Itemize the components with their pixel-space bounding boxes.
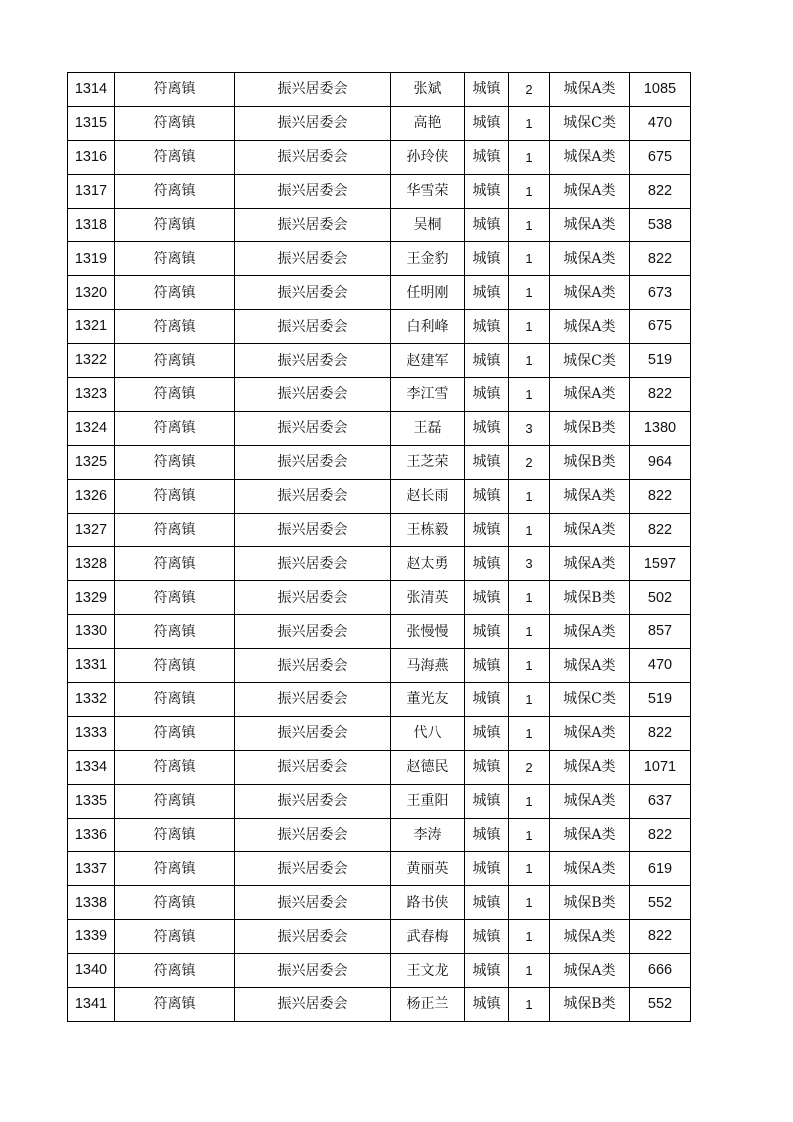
- table-row: [68, 784, 691, 818]
- amount-cell: 1071: [630, 750, 691, 784]
- serial-number-cell: 1330: [68, 615, 115, 649]
- household-count-cell: 3: [509, 411, 550, 445]
- town-cell: 符离镇: [115, 954, 235, 988]
- name-cell: 武春梅: [391, 920, 465, 954]
- amount-cell: 552: [630, 988, 691, 1022]
- name-cell: 孙玲侠: [391, 140, 465, 174]
- name-cell: 王重阳: [391, 784, 465, 818]
- committee-cell: 振兴居委会: [235, 818, 391, 852]
- category-cell: 城保A类: [550, 174, 630, 208]
- area-type-cell: 城镇: [465, 547, 509, 581]
- amount-cell: 552: [630, 886, 691, 920]
- table-row: [68, 954, 691, 988]
- committee-cell: 振兴居委会: [235, 547, 391, 581]
- household-count-cell: 1: [509, 683, 550, 717]
- area-type-cell: 城镇: [465, 954, 509, 988]
- category-cell: 城保A类: [550, 242, 630, 276]
- table-row: [68, 344, 691, 378]
- serial-number-cell: 1336: [68, 818, 115, 852]
- town-cell: 符离镇: [115, 208, 235, 242]
- area-type-cell: 城镇: [465, 750, 509, 784]
- category-cell: 城保A类: [550, 310, 630, 344]
- name-cell: 任明刚: [391, 276, 465, 310]
- committee-cell: 振兴居委会: [235, 242, 391, 276]
- amount-cell: 519: [630, 344, 691, 378]
- table-row: [68, 242, 691, 276]
- table-row: [68, 615, 691, 649]
- amount-cell: 538: [630, 208, 691, 242]
- category-cell: 城保C类: [550, 344, 630, 378]
- area-type-cell: 城镇: [465, 683, 509, 717]
- serial-number-cell: 1319: [68, 242, 115, 276]
- amount-cell: 675: [630, 310, 691, 344]
- name-cell: 王栋毅: [391, 513, 465, 547]
- committee-cell: 振兴居委会: [235, 683, 391, 717]
- town-cell: 符离镇: [115, 852, 235, 886]
- category-cell: 城保A类: [550, 140, 630, 174]
- serial-number-cell: 1314: [68, 73, 115, 107]
- town-cell: 符离镇: [115, 615, 235, 649]
- category-cell: 城保A类: [550, 750, 630, 784]
- household-count-cell: 2: [509, 750, 550, 784]
- town-cell: 符离镇: [115, 344, 235, 378]
- table-row: [68, 479, 691, 513]
- category-cell: 城保A类: [550, 208, 630, 242]
- serial-number-cell: 1329: [68, 581, 115, 615]
- town-cell: 符离镇: [115, 581, 235, 615]
- table-row: [68, 411, 691, 445]
- area-type-cell: 城镇: [465, 988, 509, 1022]
- amount-cell: 822: [630, 716, 691, 750]
- household-count-cell: 1: [509, 615, 550, 649]
- committee-cell: 振兴居委会: [235, 750, 391, 784]
- amount-cell: 502: [630, 581, 691, 615]
- committee-cell: 振兴居委会: [235, 581, 391, 615]
- amount-cell: 470: [630, 106, 691, 140]
- table-row: [68, 683, 691, 717]
- town-cell: 符离镇: [115, 649, 235, 683]
- area-type-cell: 城镇: [465, 378, 509, 412]
- area-type-cell: 城镇: [465, 106, 509, 140]
- household-count-cell: 2: [509, 445, 550, 479]
- area-type-cell: 城镇: [465, 411, 509, 445]
- name-cell: 路书侠: [391, 886, 465, 920]
- amount-cell: 822: [630, 174, 691, 208]
- amount-cell: 1380: [630, 411, 691, 445]
- table-row: [68, 140, 691, 174]
- category-cell: 城保A类: [550, 479, 630, 513]
- serial-number-cell: 1327: [68, 513, 115, 547]
- table-row: [68, 106, 691, 140]
- committee-cell: 振兴居委会: [235, 988, 391, 1022]
- amount-cell: 666: [630, 954, 691, 988]
- town-cell: 符离镇: [115, 445, 235, 479]
- amount-cell: 470: [630, 649, 691, 683]
- town-cell: 符离镇: [115, 310, 235, 344]
- committee-cell: 振兴居委会: [235, 716, 391, 750]
- town-cell: 符离镇: [115, 242, 235, 276]
- category-cell: 城保A类: [550, 716, 630, 750]
- household-count-cell: 1: [509, 378, 550, 412]
- household-count-cell: 1: [509, 818, 550, 852]
- town-cell: 符离镇: [115, 513, 235, 547]
- household-count-cell: 3: [509, 547, 550, 581]
- area-type-cell: 城镇: [465, 615, 509, 649]
- name-cell: 李涛: [391, 818, 465, 852]
- town-cell: 符离镇: [115, 750, 235, 784]
- town-cell: 符离镇: [115, 988, 235, 1022]
- table-row: [68, 513, 691, 547]
- table-row: [68, 920, 691, 954]
- town-cell: 符离镇: [115, 818, 235, 852]
- category-cell: 城保B类: [550, 988, 630, 1022]
- category-cell: 城保A类: [550, 852, 630, 886]
- name-cell: 赵建军: [391, 344, 465, 378]
- name-cell: 高艳: [391, 106, 465, 140]
- serial-number-cell: 1332: [68, 683, 115, 717]
- committee-cell: 振兴居委会: [235, 920, 391, 954]
- household-count-cell: 1: [509, 954, 550, 988]
- amount-cell: 673: [630, 276, 691, 310]
- category-cell: 城保C类: [550, 683, 630, 717]
- household-count-cell: 1: [509, 886, 550, 920]
- household-count-cell: 1: [509, 276, 550, 310]
- table-row: [68, 547, 691, 581]
- serial-number-cell: 1337: [68, 852, 115, 886]
- serial-number-cell: 1321: [68, 310, 115, 344]
- category-cell: 城保A类: [550, 818, 630, 852]
- name-cell: 王磊: [391, 411, 465, 445]
- amount-cell: 675: [630, 140, 691, 174]
- town-cell: 符离镇: [115, 174, 235, 208]
- household-count-cell: 1: [509, 479, 550, 513]
- household-count-cell: 1: [509, 310, 550, 344]
- committee-cell: 振兴居委会: [235, 378, 391, 412]
- committee-cell: 振兴居委会: [235, 445, 391, 479]
- name-cell: 赵德民: [391, 750, 465, 784]
- category-cell: 城保A类: [550, 547, 630, 581]
- committee-cell: 振兴居委会: [235, 886, 391, 920]
- household-count-cell: 1: [509, 106, 550, 140]
- amount-cell: 822: [630, 378, 691, 412]
- category-cell: 城保A类: [550, 920, 630, 954]
- town-cell: 符离镇: [115, 106, 235, 140]
- committee-cell: 振兴居委会: [235, 954, 391, 988]
- area-type-cell: 城镇: [465, 174, 509, 208]
- serial-number-cell: 1341: [68, 988, 115, 1022]
- amount-cell: 822: [630, 242, 691, 276]
- household-count-cell: 1: [509, 852, 550, 886]
- category-cell: 城保B类: [550, 445, 630, 479]
- committee-cell: 振兴居委会: [235, 852, 391, 886]
- area-type-cell: 城镇: [465, 886, 509, 920]
- serial-number-cell: 1338: [68, 886, 115, 920]
- area-type-cell: 城镇: [465, 140, 509, 174]
- amount-cell: 637: [630, 784, 691, 818]
- committee-cell: 振兴居委会: [235, 140, 391, 174]
- name-cell: 代八: [391, 716, 465, 750]
- household-count-cell: 1: [509, 988, 550, 1022]
- name-cell: 马海燕: [391, 649, 465, 683]
- amount-cell: 1597: [630, 547, 691, 581]
- amount-cell: 619: [630, 852, 691, 886]
- town-cell: 符离镇: [115, 140, 235, 174]
- name-cell: 董光友: [391, 683, 465, 717]
- serial-number-cell: 1323: [68, 378, 115, 412]
- name-cell: 张清英: [391, 581, 465, 615]
- table-row: [68, 852, 691, 886]
- table-row: [68, 716, 691, 750]
- committee-cell: 振兴居委会: [235, 411, 391, 445]
- category-cell: 城保B类: [550, 581, 630, 615]
- area-type-cell: 城镇: [465, 344, 509, 378]
- area-type-cell: 城镇: [465, 920, 509, 954]
- serial-number-cell: 1328: [68, 547, 115, 581]
- committee-cell: 振兴居委会: [235, 784, 391, 818]
- town-cell: 符离镇: [115, 378, 235, 412]
- table-row: [68, 378, 691, 412]
- household-count-cell: 1: [509, 242, 550, 276]
- committee-cell: 振兴居委会: [235, 276, 391, 310]
- household-count-cell: 1: [509, 649, 550, 683]
- table-row: [68, 174, 691, 208]
- serial-number-cell: 1326: [68, 479, 115, 513]
- table-row: [68, 886, 691, 920]
- amount-cell: 822: [630, 513, 691, 547]
- household-count-cell: 1: [509, 581, 550, 615]
- name-cell: 王文龙: [391, 954, 465, 988]
- name-cell: 张慢慢: [391, 615, 465, 649]
- serial-number-cell: 1322: [68, 344, 115, 378]
- category-cell: 城保C类: [550, 106, 630, 140]
- name-cell: 王金豹: [391, 242, 465, 276]
- serial-number-cell: 1339: [68, 920, 115, 954]
- name-cell: 白利峰: [391, 310, 465, 344]
- household-count-cell: 1: [509, 920, 550, 954]
- committee-cell: 振兴居委会: [235, 513, 391, 547]
- town-cell: 符离镇: [115, 886, 235, 920]
- area-type-cell: 城镇: [465, 208, 509, 242]
- table-row: [68, 73, 691, 107]
- table-row: [68, 445, 691, 479]
- table-row: [68, 208, 691, 242]
- name-cell: 吴桐: [391, 208, 465, 242]
- area-type-cell: 城镇: [465, 852, 509, 886]
- committee-cell: 振兴居委会: [235, 208, 391, 242]
- area-type-cell: 城镇: [465, 784, 509, 818]
- amount-cell: 1085: [630, 73, 691, 107]
- serial-number-cell: 1331: [68, 649, 115, 683]
- household-count-cell: 1: [509, 784, 550, 818]
- area-type-cell: 城镇: [465, 445, 509, 479]
- table-row: [68, 581, 691, 615]
- household-count-cell: 1: [509, 174, 550, 208]
- amount-cell: 519: [630, 683, 691, 717]
- serial-number-cell: 1333: [68, 716, 115, 750]
- category-cell: 城保B类: [550, 886, 630, 920]
- category-cell: 城保A类: [550, 276, 630, 310]
- household-count-cell: 1: [509, 344, 550, 378]
- name-cell: 华雪荣: [391, 174, 465, 208]
- household-count-cell: 1: [509, 140, 550, 174]
- name-cell: 赵太勇: [391, 547, 465, 581]
- serial-number-cell: 1324: [68, 411, 115, 445]
- table-row: [68, 988, 691, 1022]
- category-cell: 城保A类: [550, 784, 630, 818]
- area-type-cell: 城镇: [465, 581, 509, 615]
- committee-cell: 振兴居委会: [235, 479, 391, 513]
- category-cell: 城保A类: [550, 378, 630, 412]
- town-cell: 符离镇: [115, 479, 235, 513]
- table-row: [68, 276, 691, 310]
- area-type-cell: 城镇: [465, 716, 509, 750]
- table-body: [68, 73, 691, 1022]
- amount-cell: 857: [630, 615, 691, 649]
- amount-cell: 822: [630, 818, 691, 852]
- category-cell: 城保A类: [550, 954, 630, 988]
- serial-number-cell: 1334: [68, 750, 115, 784]
- town-cell: 符离镇: [115, 276, 235, 310]
- area-type-cell: 城镇: [465, 513, 509, 547]
- serial-number-cell: 1320: [68, 276, 115, 310]
- table-row: [68, 649, 691, 683]
- committee-cell: 振兴居委会: [235, 649, 391, 683]
- serial-number-cell: 1340: [68, 954, 115, 988]
- serial-number-cell: 1325: [68, 445, 115, 479]
- town-cell: 符离镇: [115, 784, 235, 818]
- table-row: [68, 310, 691, 344]
- household-count-cell: 1: [509, 716, 550, 750]
- area-type-cell: 城镇: [465, 276, 509, 310]
- area-type-cell: 城镇: [465, 310, 509, 344]
- category-cell: 城保A类: [550, 649, 630, 683]
- town-cell: 符离镇: [115, 683, 235, 717]
- household-count-cell: 2: [509, 73, 550, 107]
- table-row: [68, 818, 691, 852]
- committee-cell: 振兴居委会: [235, 615, 391, 649]
- committee-cell: 振兴居委会: [235, 344, 391, 378]
- committee-cell: 振兴居委会: [235, 310, 391, 344]
- town-cell: 符离镇: [115, 920, 235, 954]
- committee-cell: 振兴居委会: [235, 106, 391, 140]
- household-count-cell: 1: [509, 513, 550, 547]
- town-cell: 符离镇: [115, 547, 235, 581]
- name-cell: 杨正兰: [391, 988, 465, 1022]
- serial-number-cell: 1315: [68, 106, 115, 140]
- amount-cell: 964: [630, 445, 691, 479]
- area-type-cell: 城镇: [465, 649, 509, 683]
- area-type-cell: 城镇: [465, 818, 509, 852]
- town-cell: 符离镇: [115, 73, 235, 107]
- serial-number-cell: 1318: [68, 208, 115, 242]
- amount-cell: 822: [630, 920, 691, 954]
- data-table: [67, 72, 691, 1022]
- committee-cell: 振兴居委会: [235, 174, 391, 208]
- area-type-cell: 城镇: [465, 242, 509, 276]
- area-type-cell: 城镇: [465, 479, 509, 513]
- area-type-cell: 城镇: [465, 73, 509, 107]
- name-cell: 张斌: [391, 73, 465, 107]
- name-cell: 李江雪: [391, 378, 465, 412]
- town-cell: 符离镇: [115, 716, 235, 750]
- serial-number-cell: 1317: [68, 174, 115, 208]
- serial-number-cell: 1335: [68, 784, 115, 818]
- serial-number-cell: 1316: [68, 140, 115, 174]
- town-cell: 符离镇: [115, 411, 235, 445]
- table-row: [68, 750, 691, 784]
- name-cell: 王芝荣: [391, 445, 465, 479]
- household-count-cell: 1: [509, 208, 550, 242]
- category-cell: 城保A类: [550, 615, 630, 649]
- amount-cell: 822: [630, 479, 691, 513]
- committee-cell: 振兴居委会: [235, 73, 391, 107]
- category-cell: 城保A类: [550, 513, 630, 547]
- name-cell: 黄丽英: [391, 852, 465, 886]
- category-cell: 城保B类: [550, 411, 630, 445]
- category-cell: 城保A类: [550, 73, 630, 107]
- name-cell: 赵长雨: [391, 479, 465, 513]
